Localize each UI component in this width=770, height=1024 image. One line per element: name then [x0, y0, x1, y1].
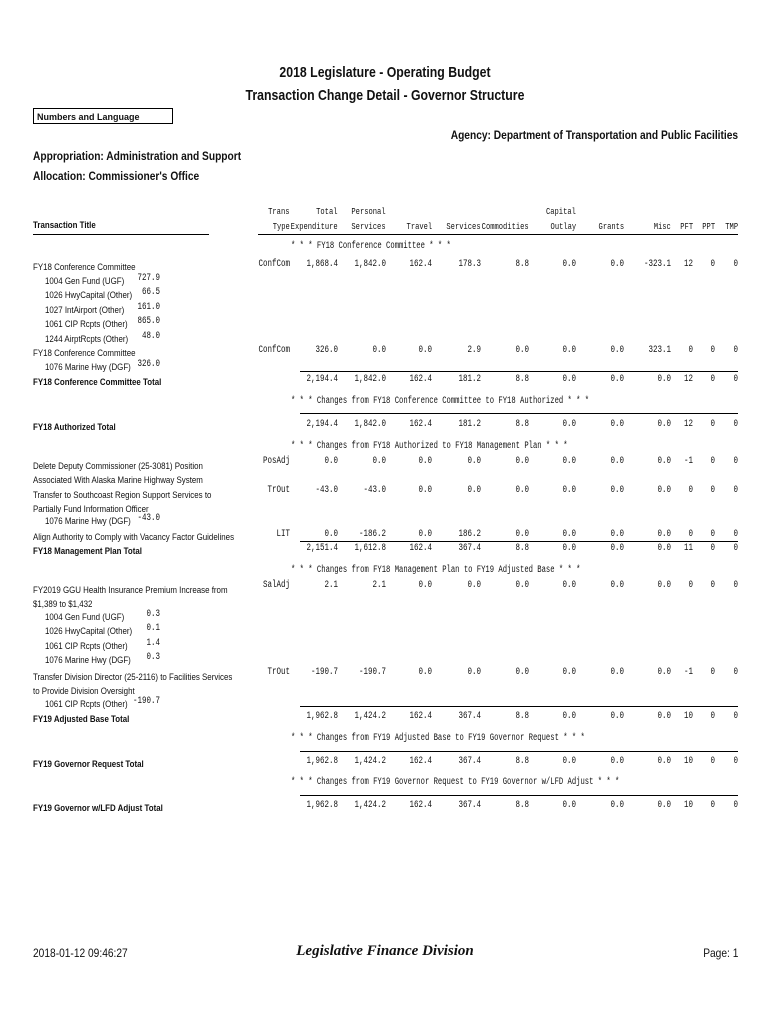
cell-value: 181.2 [458, 374, 481, 385]
cell-value: 0.0 [657, 485, 671, 496]
rule-line [300, 795, 738, 796]
cell-value: 0.0 [562, 259, 576, 270]
transaction-title: Delete Deputy Commissioner (25-3081) Position Associated With Alaska Marine Highway System [33, 461, 203, 485]
cell-value: 0.0 [515, 667, 529, 678]
section-banner: * * * Changes from FY19 Adjusted Base to FY19 Governor Request * * * [291, 733, 585, 744]
cell-value: 178.3 [458, 259, 481, 270]
cell-value: 2,194.4 [306, 374, 338, 385]
fund-amount: -43.0 [137, 513, 160, 524]
cell-value: 0.0 [657, 580, 671, 591]
fund-source: 1061 CIP Rcpts (Other) [45, 699, 128, 709]
cell-value: 0.0 [418, 456, 432, 467]
transaction-title: Align Authority to Comply with Vacancy Factor Guidelines [33, 532, 235, 542]
fund-source: 1027 IntAirport (Other) [45, 304, 125, 315]
cell-value: 0 [733, 580, 738, 591]
fund-source: 1061 CIP Rcpts (Other) [45, 319, 128, 330]
cell-value: 0.0 [515, 456, 529, 467]
col-total-expenditure-line1: Total [316, 206, 338, 217]
cell-value: 0.0 [610, 756, 624, 767]
cell-value: 0.0 [610, 580, 624, 591]
cell-value: 0 [733, 756, 738, 767]
numbers-language-box: Numbers and Language [33, 108, 173, 124]
fund-amount: 1.4 [146, 637, 160, 649]
trans-type: TrOut [267, 485, 290, 496]
cell-value: 0 [710, 543, 715, 554]
cell-value: 0 [733, 529, 738, 540]
section-banner: * * * Changes from FY18 Management Plan to FY19 Adjusted Base * * * [291, 565, 581, 576]
cell-value: 0.0 [657, 374, 671, 385]
cell-value: 0.0 [467, 456, 481, 467]
cell-value: 1,612.8 [354, 543, 386, 554]
cell-value: 8.8 [515, 800, 529, 811]
cell-value: 0.0 [610, 419, 624, 430]
fund-source: 1076 Marine Hwy (DGF) [45, 654, 131, 665]
section-banner: * * * Changes from FY18 Authorized to FY18 Management Plan * * * [291, 441, 568, 452]
total-row-title: FY18 Authorized Total [33, 422, 116, 432]
cell-value: 323.1 [648, 345, 671, 356]
cell-value: 0.0 [562, 711, 576, 722]
footer-timestamp: 2018-01-12 09:46:27 [33, 946, 128, 960]
cell-value: 162.4 [409, 756, 432, 767]
cell-value: 162.4 [409, 711, 432, 722]
agency-label: Agency: Department of Transportation and Public Facilities [450, 128, 738, 142]
cell-value: 0.0 [467, 580, 481, 591]
cell-value: 0.0 [324, 456, 338, 467]
cell-value: 0.0 [610, 345, 624, 356]
trans-type: SalAdj [262, 580, 290, 591]
fund-source: 1061 CIP Rcpts (Other) [45, 640, 128, 651]
cell-value: 1,868.4 [306, 259, 338, 270]
cell-value: 0 [733, 374, 738, 385]
total-row-title: FY19 Adjusted Base Total [33, 714, 130, 724]
cell-value: 0 [688, 529, 693, 540]
cell-value: 0.0 [418, 485, 432, 496]
header-underline [258, 234, 738, 235]
cell-value: 8.8 [515, 711, 529, 722]
cell-value: 367.4 [458, 711, 481, 722]
cell-value: 0.0 [562, 800, 576, 811]
col-tmp-line2: TMP [725, 221, 738, 232]
trans-type: ConfCom [258, 259, 290, 270]
cell-value: 186.2 [458, 529, 481, 540]
col-total-expenditure-line2: Expenditure [290, 221, 338, 232]
fund-amount: 865.0 [137, 316, 160, 328]
cell-value: 326.0 [315, 345, 338, 356]
cell-value: 0 [733, 456, 738, 467]
fund-amount: 48.0 [141, 330, 160, 342]
footer-page-number: Page: 1 [702, 946, 738, 960]
cell-value: 1,842.0 [354, 419, 386, 430]
cell-value: 0 [710, 800, 715, 811]
transaction-title: Transfer to Southcoast Region Support Services to Partially Fund Information Officer [33, 490, 212, 514]
cell-value: 0 [710, 529, 715, 540]
cell-value: 12 [683, 419, 693, 430]
cell-value: 1,962.8 [306, 711, 338, 722]
cell-value: 162.4 [409, 419, 432, 430]
cell-value: 0.0 [657, 667, 671, 678]
cell-value: 0.0 [610, 529, 624, 540]
cell-value: 0.0 [562, 419, 576, 430]
col-pft-line2: PFT [680, 221, 693, 232]
cell-value: 2,151.4 [306, 543, 338, 554]
fund-amount: -190.7 [132, 696, 160, 707]
fund-amount: 0.1 [146, 623, 160, 635]
cell-value: 0.0 [515, 529, 529, 540]
cell-value: 162.4 [409, 259, 432, 270]
cell-value: 0.0 [418, 667, 432, 678]
cell-value: 0.0 [562, 456, 576, 467]
cell-value: -43.0 [363, 485, 386, 496]
cell-value: 0.0 [610, 456, 624, 467]
cell-value: 1,962.8 [306, 756, 338, 767]
cell-value: 0 [710, 580, 715, 591]
trans-type: PosAdj [262, 456, 290, 467]
cell-value: 0.0 [610, 800, 624, 811]
rule-line [300, 751, 738, 752]
fund-source: 1244 AirptRcpts (Other) [45, 333, 129, 344]
cell-value: -43.0 [315, 485, 338, 496]
cell-value: -1 [683, 667, 693, 678]
cell-value: 367.4 [458, 756, 481, 767]
cell-value: 162.4 [409, 800, 432, 811]
cell-value: 0 [710, 667, 715, 678]
cell-value: 0.0 [657, 419, 671, 430]
cell-value: 1,962.8 [306, 800, 338, 811]
rule-line [300, 413, 738, 414]
fund-amount: 0.3 [146, 651, 160, 663]
cell-value: 1,842.0 [354, 374, 386, 385]
cell-value: 0.0 [657, 529, 671, 540]
cell-value: 0.0 [467, 667, 481, 678]
footer-division: Legislative Finance Division [296, 943, 474, 959]
cell-value: 0 [710, 756, 715, 767]
col-services-line2: Services [446, 221, 481, 232]
cell-value: 0.0 [657, 756, 671, 767]
col-commodities-line2: Commodities [481, 221, 529, 232]
cell-value: 0 [710, 345, 715, 356]
cell-value: 10 [683, 756, 693, 767]
fund-source: 1076 Marine Hwy (DGF) [45, 362, 131, 372]
cell-value: 1,424.2 [354, 711, 386, 722]
cell-value: -1 [683, 456, 693, 467]
cell-value: 11 [683, 543, 693, 554]
col-personal-services-line2: Services [351, 221, 386, 232]
cell-value: 0.0 [610, 543, 624, 554]
cell-value: 0.0 [657, 800, 671, 811]
cell-value: 0.0 [562, 529, 576, 540]
cell-value: 0.0 [562, 667, 576, 678]
cell-value: 0.0 [657, 711, 671, 722]
cell-value: 0.0 [372, 345, 386, 356]
cell-value: 0 [710, 374, 715, 385]
col-trans-type-line2: Type [272, 221, 290, 232]
col-capital-outlay-line2: Outlay [550, 221, 576, 232]
cell-value: 0.0 [562, 485, 576, 496]
cell-value: 0 [733, 259, 738, 270]
cell-value: 0 [733, 800, 738, 811]
col-capital-outlay-line1: Capital [546, 206, 576, 217]
col-personal-services-line1: Personal [351, 206, 386, 217]
cell-value: 162.4 [409, 543, 432, 554]
section-banner: * * * Changes from FY18 Conference Committee to FY18 Authorized * * * [291, 396, 590, 407]
cell-value: 367.4 [458, 543, 481, 554]
col-ppt-line2: PPT [702, 221, 715, 232]
fund-amount: 66.5 [141, 287, 160, 299]
cell-value: 0.0 [610, 374, 624, 385]
total-row-title: FY19 Governor Request Total [33, 759, 144, 769]
cell-value: 12 [683, 259, 693, 270]
cell-value: 1,842.0 [354, 259, 386, 270]
cell-value: -186.2 [358, 529, 386, 540]
cell-value: 0.0 [610, 667, 624, 678]
fund-source: 1076 Marine Hwy (DGF) [45, 516, 131, 526]
cell-value: 0.0 [562, 580, 576, 591]
cell-value: 0.0 [324, 529, 338, 540]
cell-value: 162.4 [409, 374, 432, 385]
cell-value: 0.0 [610, 259, 624, 270]
cell-value: 12 [683, 374, 693, 385]
cell-value: 0 [688, 345, 693, 356]
report-subtitle: Transaction Change Detail - Governor Structure [245, 87, 525, 104]
cell-value: 10 [683, 800, 693, 811]
cell-value: 0.0 [562, 543, 576, 554]
section-banner: * * * Changes from FY19 Governor Request to FY19 Governor w/LFD Adjust * * * [291, 777, 620, 788]
cell-value: 0.0 [657, 543, 671, 554]
cell-value: 0 [710, 419, 715, 430]
col-grants-line2: Grants [598, 221, 624, 232]
fund-amount: 0.3 [146, 609, 160, 620]
cell-value: 2,194.4 [306, 419, 338, 430]
cell-value: 0 [733, 485, 738, 496]
cell-value: 10 [683, 711, 693, 722]
cell-value: 8.8 [515, 543, 529, 554]
trans-type: TrOut [267, 667, 290, 678]
col-transaction-title: Transaction Title [33, 220, 96, 230]
fund-source: 1026 HwyCapital (Other) [45, 290, 133, 301]
cell-value: 0 [688, 485, 693, 496]
fund-amount: 727.9 [137, 273, 160, 284]
rule-line [300, 706, 738, 707]
cell-value: 8.8 [515, 756, 529, 767]
fund-amount: 326.0 [137, 359, 160, 370]
total-row-title: FY18 Conference Committee Total [33, 377, 162, 387]
cell-value: 0 [733, 419, 738, 430]
appropriation-label: Appropriation: Administration and Support [33, 149, 242, 163]
cell-value: 0.0 [418, 529, 432, 540]
cell-value: -190.7 [310, 667, 338, 678]
cell-value: 2.1 [324, 580, 338, 591]
cell-value: 0 [710, 456, 715, 467]
cell-value: 1,424.2 [354, 756, 386, 767]
cell-value: -323.1 [643, 259, 671, 270]
cell-value: 0.0 [562, 756, 576, 767]
cell-value: 0 [733, 543, 738, 554]
transaction-title: FY18 Conference Committee [33, 262, 136, 272]
total-row-title: FY18 Management Plan Total [33, 546, 143, 556]
section-banner: * * * FY18 Conference Committee * * * [291, 241, 451, 252]
cell-value: 8.8 [515, 259, 529, 270]
cell-value: 0.0 [418, 345, 432, 356]
rule-line [300, 371, 738, 372]
cell-value: -190.7 [358, 667, 386, 678]
cell-value: 0 [688, 580, 693, 591]
cell-value: 0 [733, 667, 738, 678]
cell-value: 8.8 [515, 374, 529, 385]
cell-value: 0.0 [515, 580, 529, 591]
cell-value: 0.0 [467, 485, 481, 496]
cell-value: 0.0 [418, 580, 432, 591]
transaction-title: Transfer Division Director (25-2116) to Facilities Services to Provide Division Oversight [33, 672, 233, 696]
cell-value: 0.0 [562, 345, 576, 356]
cell-value: 8.8 [515, 419, 529, 430]
fund-source: 1004 Gen Fund (UGF) [45, 612, 125, 622]
cell-value: 2.1 [372, 580, 386, 591]
cell-value: 0 [733, 711, 738, 722]
cell-value: 0 [710, 485, 715, 496]
trans-type: LIT [276, 529, 290, 540]
cell-value: 0 [710, 711, 715, 722]
transaction-title: FY18 Conference Committee [33, 348, 136, 358]
cell-value: 0 [733, 345, 738, 356]
report-title: 2018 Legislature - Operating Budget [279, 64, 491, 81]
title-underline [33, 234, 209, 235]
cell-value: 0.0 [657, 456, 671, 467]
cell-value: 0.0 [610, 485, 624, 496]
fund-amount: 161.0 [137, 301, 160, 313]
cell-value: 0.0 [610, 711, 624, 722]
col-travel-line2: Travel [406, 221, 432, 232]
fund-source: 1026 HwyCapital (Other) [45, 626, 133, 637]
fund-source: 1004 Gen Fund (UGF) [45, 276, 125, 286]
cell-value: 181.2 [458, 419, 481, 430]
transaction-title: FY2019 GGU Health Insurance Premium Increase from $1,389 to $1,432 [33, 585, 228, 609]
allocation-label: Allocation: Commissioner's Office [33, 169, 200, 183]
cell-value: 0 [710, 259, 715, 270]
cell-value: 0.0 [515, 345, 529, 356]
trans-type: ConfCom [258, 345, 290, 356]
col-misc-line2: Misc [653, 221, 671, 232]
cell-value: 0.0 [372, 456, 386, 467]
cell-value: 2.9 [467, 345, 481, 356]
cell-value: 0.0 [562, 374, 576, 385]
rule-line [300, 541, 738, 542]
col-trans-type-line1: Trans [268, 206, 290, 217]
cell-value: 1,424.2 [354, 800, 386, 811]
cell-value: 0.0 [515, 485, 529, 496]
cell-value: 367.4 [458, 800, 481, 811]
total-row-title: FY19 Governor w/LFD Adjust Total [33, 803, 163, 813]
